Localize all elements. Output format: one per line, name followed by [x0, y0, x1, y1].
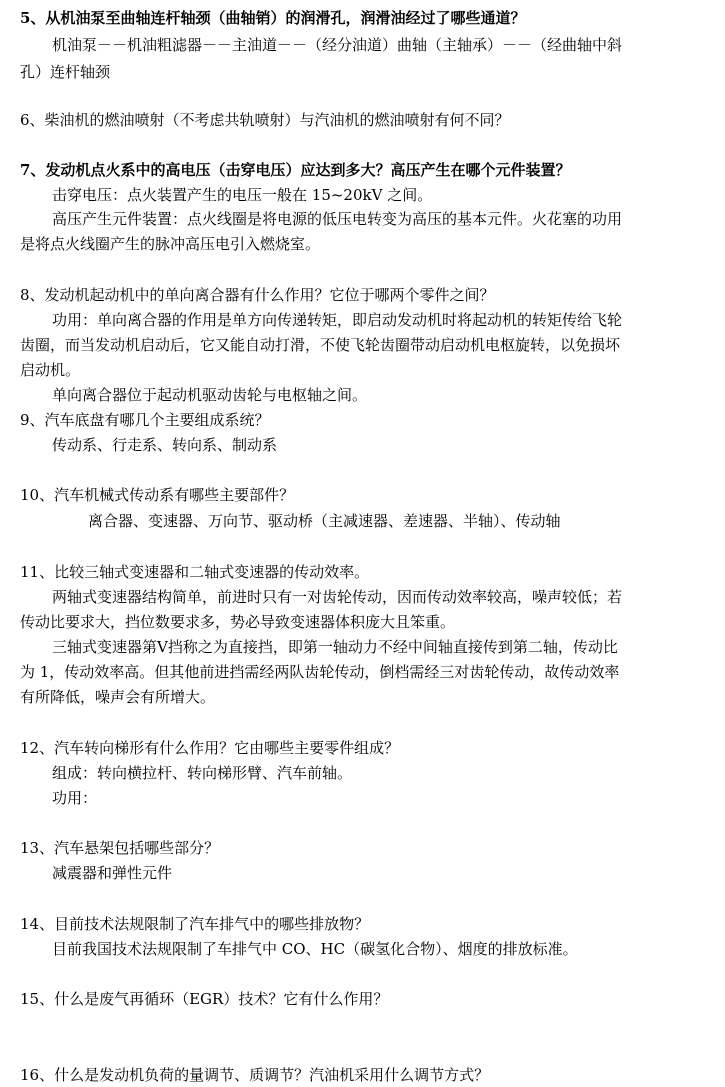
answer-11-para-1-line-1: 两轴式变速器结构简单，前进时只有一对齿轮传动，因而传动效率较高，噪声较低；若 [52, 588, 623, 606]
question-15: 15、什么是废气再循环（EGR）技术？它有什么作用？ [20, 990, 389, 1008]
question-13: 13、汽车悬架包括哪些部分？ [20, 839, 220, 857]
answer-10: 离合器、变速器、万向节、驱动桥（主减速器、差速器、半轴）、传动轴 [88, 512, 561, 530]
question-14: 14、目前技术法规限制了汽车排气中的哪些排放物？ [20, 915, 370, 933]
answer-12-components: 组成：转向横拉杆、转向梯形臂、汽车前轴。 [52, 764, 353, 782]
answer-7-element-line-2: 是将点火线圈产生的脉冲高压电引入燃烧室。 [20, 235, 321, 253]
answer-13: 减震器和弹性元件 [52, 864, 173, 882]
answer-11-para-2-line-2: 为 1，传动效率高。但其他前进挡需经两队齿轮传动，倒档需经三对齿轮传动，故传动效率 [20, 663, 620, 681]
answer-8-function-line-2: 齿圈，而当发动机启动后，它又能自动打滑，不使飞轮齿圈带动启动机电枢旋转，以免损坏 [20, 336, 621, 354]
question-16: 16、什么是发动机负荷的量调节、质调节？汽油机采用什么调节方式？ [20, 1066, 490, 1084]
answer-9: 传动系、行走系、转向系、制动系 [52, 436, 278, 454]
question-10: 10、汽车机械式传动系有哪些主要部件？ [20, 486, 295, 504]
answer-11-para-2-line-1: 三轴式变速器第Ⅴ挡称之为直接挡，即第一轴动力不经中间轴直接传到第二轴，传动比 [52, 638, 618, 656]
answer-12-function: 功用： [52, 789, 98, 807]
answer-8-function-line-3: 启动机。 [20, 361, 81, 379]
answer-8-location: 单向离合器位于起动机驱动齿轮与电枢轴之间。 [52, 386, 368, 404]
answer-7-element-line-1: 高压产生元件装置：点火线圈是将电源的低压电转变为高压的基本元件。火花塞的功用 [52, 210, 623, 228]
answer-8-function-line-1: 功用：单向离合器的作用是单方向传递转矩，即启动发动机时将起动机的转矩传给飞轮 [52, 311, 623, 329]
answer-5-line-1: 机油泵－－机油粗滤器－－主油道－－（经分油道）曲轴（主轴承）－－（经曲轴中斜 [52, 36, 623, 54]
answer-11-para-2-line-3: 有所降低，噪声会有所增大。 [20, 688, 216, 706]
question-6: 6、柴油机的燃油喷射（不考虑共轨喷射）与汽油机的燃油喷射有何不同？ [20, 111, 510, 129]
answer-11-para-1-line-2: 传动比要求大，挡位数要求多，势必导致变速器体积庞大且笨重。 [20, 613, 456, 631]
question-5: 5、从机油泵至曲轴连杆轴颈（曲轴销）的润滑孔，润滑油经过了哪些通道？ [20, 9, 526, 27]
answer-14: 目前我国技术法规限制了车排气中 CO、HC（碳氢化合物）、烟度的排放标准。 [52, 940, 578, 958]
question-12: 12、汽车转向梯形有什么作用？它由哪些主要零件组成？ [20, 739, 400, 757]
answer-5-line-2: 孔）连杆轴颈 [20, 63, 111, 81]
question-11: 11、比较三轴式变速器和二轴式变速器的传动效率。 [20, 563, 370, 581]
answer-7-voltage: 击穿电压：点火装置产生的电压一般在 15~20kV 之间。 [52, 186, 433, 204]
question-7: 7、发动机点火系中的高电压（击穿电压）应达到多大？高压产生在哪个元件装置？ [20, 161, 571, 179]
question-8: 8、发动机起动机中的单向离合器有什么作用？它位于哪两个零件之间？ [20, 286, 495, 304]
question-9: 9、汽车底盘有哪几个主要组成系统？ [20, 411, 270, 429]
